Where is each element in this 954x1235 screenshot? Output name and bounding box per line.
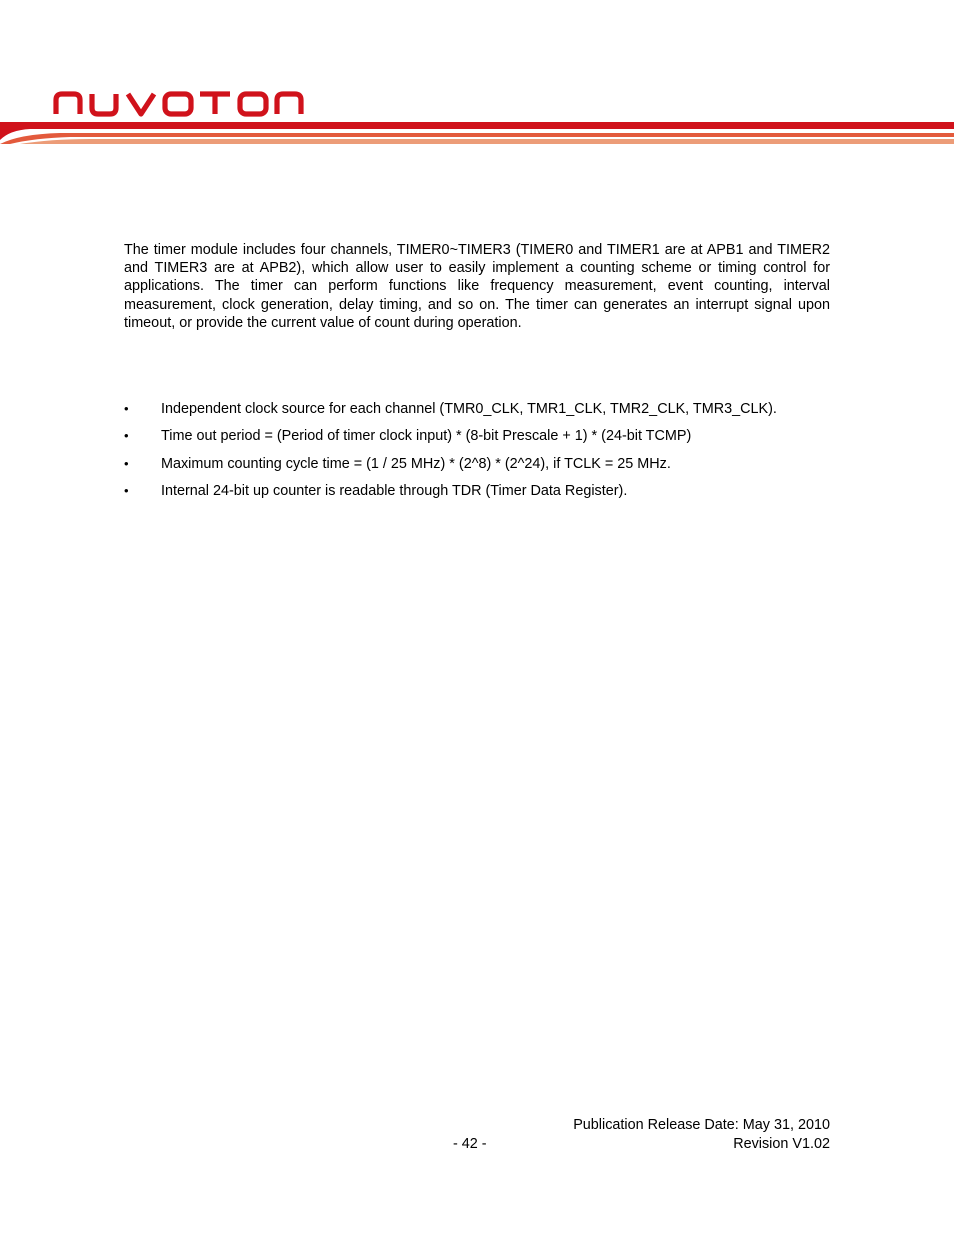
bullet-icon: • — [124, 482, 129, 498]
publication-date: Publication Release Date: May 31, 2010 — [573, 1117, 830, 1133]
intro-paragraph: The timer module includes four channels, TIMER0~TIMER3 (TIMER0 and TIMER1 are at APB1 and TIMER2 and TIMER3 are at APB2), which allow user to easily implement a counting scheme or timing control for applications. The timer can perform functions like frequency measurement, event counting, interval measurement, clock generation, delay timing, and so on. The timer can generates an interrupt signal upon timeout, or provide the current value of count during operation. — [124, 242, 830, 331]
feature-item-text: Internal 24-bit up counter is readable through TDR (Timer Data Register). — [161, 482, 628, 499]
bullet-icon: • — [124, 455, 129, 471]
feature-list — [124, 400, 844, 509]
header-banner — [0, 118, 954, 150]
page-number: - 42 - — [453, 1136, 487, 1152]
list-item — [124, 455, 844, 482]
bullet-icon: • — [124, 401, 129, 416]
page-footer — [0, 1116, 954, 1156]
nuvoton-logo — [52, 88, 308, 118]
feature-item-text: Independent clock source for each channel (TMR0_CLK, TMR1_CLK, TMR2_CLK, TMR3_CLK). — [161, 401, 777, 417]
feature-item-text: Time out period = (Period of timer clock input) * (8-bit Prescale + 1) * (24-bit TCMP) — [161, 428, 692, 445]
list-item — [124, 400, 844, 427]
feature-item-text: Maximum counting cycle time = (1 / 25 MHz) * (2^8) * (2^24), if TCLK = 25 MHz. — [161, 455, 671, 472]
list-item — [124, 427, 844, 454]
revision-label: Revision V1.02 — [733, 1136, 830, 1152]
list-item — [124, 482, 844, 509]
bullet-icon: • — [124, 428, 129, 444]
page-header — [0, 0, 954, 150]
